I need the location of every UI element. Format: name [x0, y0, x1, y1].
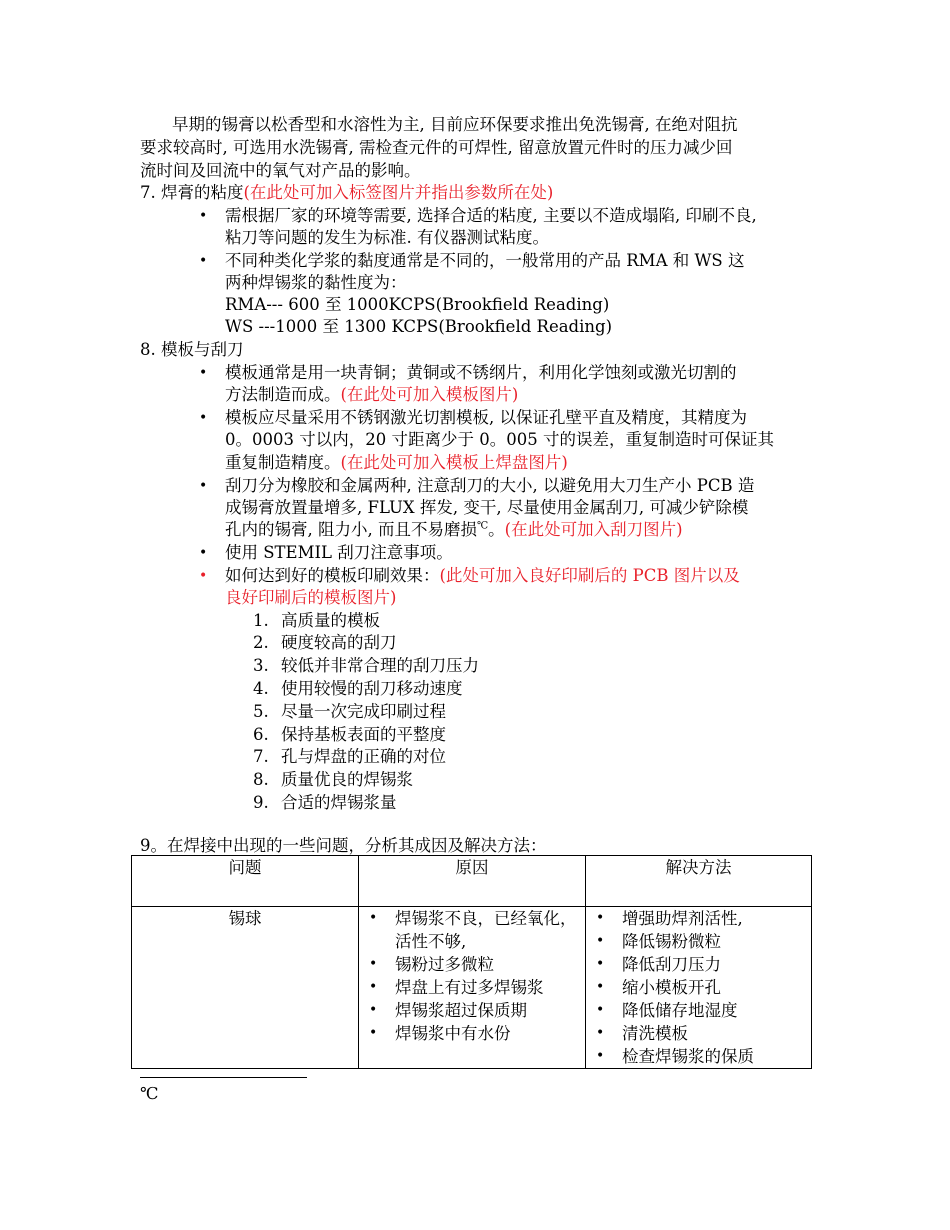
step-item: 孔与焊盘的正确的对位 — [281, 747, 446, 766]
cause-text: 焊锡浆超过保质期 — [395, 1001, 527, 1020]
s8-b5-line-2: 良好印刷后的模板图片) — [225, 588, 397, 607]
step-number: 3. — [253, 656, 269, 675]
s8-b1-text: 方法制造而成。 — [225, 385, 341, 404]
cause-text: 焊锡浆不良，已经氧化，活性不够, — [395, 909, 577, 951]
cause-item — [359, 1022, 585, 1045]
s8-b2-note: (在此处可加入模板上焊盘图片) — [340, 453, 568, 472]
s7-b2-line-3: RMA--- 600 至 1000KCPS(Brookfield Reading) — [225, 295, 610, 314]
s8-b1-line-1: 模板通常是用一块青铜；黄铜或不锈纲片，利用化学蚀刻或激光切割的 — [225, 363, 737, 382]
bullet-icon: • — [596, 933, 605, 949]
step-item: 使用较慢的刮刀移动速度 — [281, 679, 463, 698]
bullet-icon: • — [199, 410, 208, 426]
s8-b5-text: 如何达到好的模板印刷效果： — [225, 566, 440, 585]
cause-text: 焊盘上有过多焊锡浆 — [395, 978, 544, 997]
s8-b1-line-2 — [225, 384, 518, 406]
footnote-separator — [140, 1077, 307, 1078]
step-item: 尽量一次完成印刷过程 — [281, 702, 446, 721]
s8-b2-line-3 — [225, 452, 568, 474]
section-7-title: 7. 焊膏的粘度 — [140, 183, 244, 202]
solution-text: 检查焊锡浆的保质 — [622, 1047, 754, 1066]
s8-b4-line: 使用 STEMIL 刮刀注意事项。 — [225, 543, 453, 562]
bullet-icon: • — [199, 365, 208, 381]
step-number: 9. — [253, 793, 269, 812]
step-number: 1. — [253, 611, 269, 630]
cause-item — [359, 953, 585, 976]
s8-b5-note: (此处可加入良好印刷后的 PCB 图片以及 — [439, 566, 740, 585]
solution-item — [586, 953, 811, 976]
solution-text: 清洗模板 — [622, 1024, 688, 1043]
solution-text: 增强助焊剂活性, — [622, 909, 743, 928]
bullet-icon: • — [369, 956, 378, 972]
footnote-text: ℃ — [140, 1084, 159, 1103]
step-number: 5. — [253, 702, 269, 721]
section-7-note: (在此处可加入标签图片并指出参数所在处) — [243, 183, 554, 202]
solution-item — [586, 976, 811, 999]
s8-b3-text: 孔内的锡膏, 阻力小, 而且不易磨损 — [225, 520, 477, 539]
solution-item — [586, 1045, 811, 1068]
step-number: 6. — [253, 725, 269, 744]
intro-line-3: 流时间及回流中的氧气对产品的影响。 — [140, 161, 421, 180]
issue-table — [131, 855, 812, 1069]
s8-b5-line-1 — [225, 565, 740, 587]
footnote-ref: ℃ — [476, 520, 489, 532]
bullet-icon: • — [199, 545, 208, 561]
s8-b1-note: (在此处可加入模板图片) — [340, 385, 519, 404]
bullet-icon: • — [596, 910, 605, 926]
step-item: 合适的焊锡浆量 — [281, 793, 397, 812]
bullet-icon: • — [369, 1025, 378, 1041]
section-8-heading: 8. 模板与刮刀 — [140, 340, 244, 359]
cause-cell — [359, 907, 586, 1069]
table-row — [132, 907, 812, 1069]
section-7-heading — [140, 182, 553, 204]
cause-text: 锡粉过多微粒 — [395, 955, 494, 974]
bullet-icon: • — [199, 478, 208, 494]
bullet-icon: • — [199, 253, 208, 269]
solution-item — [586, 999, 811, 1022]
bullet-icon: • — [596, 1002, 605, 1018]
step-number: 2. — [253, 633, 269, 652]
intro-line-1: 早期的锡膏以松香型和水溶性为主, 目前应环保要求推出免洗锡膏, 在绝对阻抗 — [172, 115, 738, 134]
bullet-icon: • — [596, 956, 605, 972]
s8-b3-line-3 — [225, 519, 683, 541]
s7-b2-line-1: 不同种类化学浆的黏度通常是不同的，一般常用的产品 RMA 和 WS 这 — [225, 251, 745, 270]
solution-text: 降低刮刀压力 — [622, 955, 721, 974]
cause-item — [359, 907, 585, 953]
step-item: 较低并非常合理的刮刀压力 — [281, 656, 479, 675]
table-header-row — [132, 856, 812, 907]
problem-cell: 锡球 — [132, 907, 359, 1069]
cause-text: 焊锡浆中有水份 — [395, 1024, 511, 1043]
step-item: 硬度较高的刮刀 — [281, 633, 397, 652]
step-item: 保持基板表面的平整度 — [281, 725, 446, 744]
bullet-icon: • — [369, 979, 378, 995]
header-cause: 原因 — [359, 856, 586, 907]
solution-text: 降低储存地湿度 — [622, 1001, 738, 1020]
s7-b1-line-1: 需根据厂家的环境等需要, 选择合适的粘度, 主要以不造成塌陷, 印刷不良, — [225, 206, 757, 225]
s7-b2-line-2: 两种焊锡浆的黏性度为： — [225, 273, 407, 292]
bullet-icon: • — [596, 979, 605, 995]
s8-b2-text: 重复制造精度。 — [225, 453, 341, 472]
s8-b3-period: 。 — [488, 520, 505, 539]
step-item: 质量优良的焊锡浆 — [281, 770, 413, 789]
header-solution: 解决方法 — [586, 856, 812, 907]
s7-b2-line-4: WS ---1000 至 1300 KCPS(Brookfield Reading) — [225, 317, 613, 336]
solution-item — [586, 1022, 811, 1045]
step-number: 4. — [253, 679, 269, 698]
s8-b2-line-1: 模板应尽量采用不锈钢激光切割模板, 以保证孔壁平直及精度，其精度为 — [225, 408, 747, 427]
bullet-icon: • — [596, 1025, 605, 1041]
header-problem: 问题 — [132, 856, 359, 907]
bullet-icon: • — [199, 208, 208, 224]
intro-line-2: 要求较高时, 可选用水洗锡膏, 需检查元件的可焊性, 留意放置元件时的压力减少回 — [140, 138, 733, 157]
solution-item — [586, 930, 811, 953]
cause-item — [359, 976, 585, 999]
s8-b3-line-1: 刮刀分为橡胶和金属两种, 注意刮刀的大小, 以避免用大刀生产小 PCB 造 — [225, 476, 755, 495]
solution-cell — [586, 907, 812, 1069]
bullet-icon: • — [369, 1002, 378, 1018]
s7-b1-line-2: 粘刀等问题的发生为标准. 有仪器测试粘度。 — [225, 228, 549, 247]
step-number: 7. — [253, 747, 269, 766]
step-number: 8. — [253, 770, 269, 789]
solution-text: 缩小模板开孔 — [622, 978, 721, 997]
cause-item — [359, 999, 585, 1022]
bullet-icon: • — [199, 568, 208, 584]
s8-b2-line-2: 0。0003 寸以内，20 寸距离少于 0。005 寸的误差，重复制造时可保证其 — [225, 430, 774, 449]
bullet-icon: • — [369, 910, 378, 926]
solution-text: 降低锡粉微粒 — [622, 932, 721, 951]
solution-item — [586, 907, 811, 930]
bullet-icon: • — [596, 1048, 605, 1064]
step-item: 高质量的模板 — [281, 611, 380, 630]
s8-b3-line-2: 成锡膏放置量增多, FLUX 挥发, 变干, 尽量使用金属刮刀, 可减少铲除模 — [225, 498, 749, 517]
section-9-heading: 9。在焊接中出现的一些问题，分析其成因及解决方法： — [140, 836, 547, 855]
s8-b3-note: (在此处可加入刮刀图片) — [504, 520, 683, 539]
